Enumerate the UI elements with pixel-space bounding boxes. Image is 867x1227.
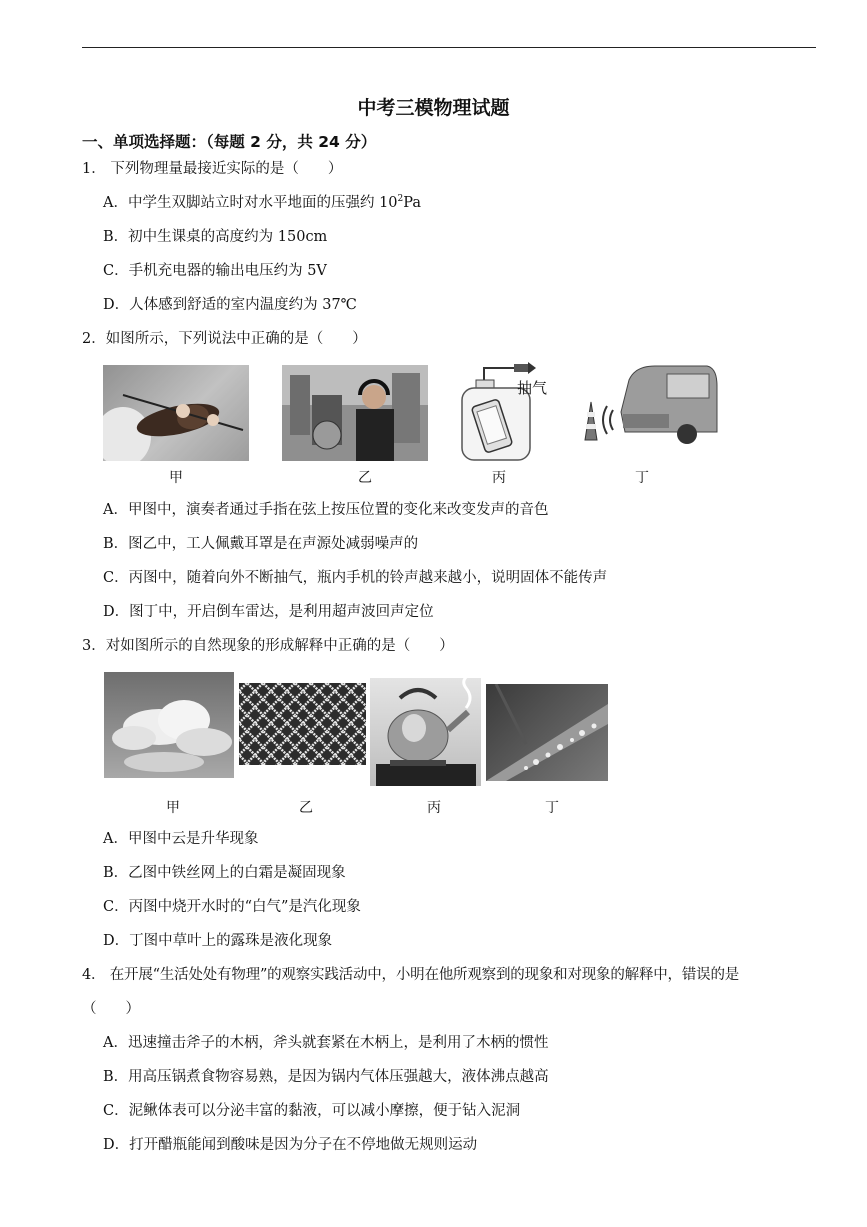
question-4-option-c: C．泥鳅体表可以分泌丰富的黏液，可以减小摩擦，便于钻入泥洞 (103, 1103, 521, 1119)
clouds-image (104, 672, 234, 778)
question-3-stem: 3．对如图所示的自然现象的形成解释中正确的是（ ） (82, 638, 454, 654)
question-1-option-c: C．手机充电器的输出电压约为 5V (103, 263, 327, 279)
vacuum-jar-phone-image (458, 362, 558, 462)
question-2-option-b: B．图乙中，工人佩戴耳罩是在声源处减弱噪声的 (103, 536, 419, 552)
car-parking-radar-image (575, 362, 720, 462)
question-2-stem: 2．如图所示，下列说法中正确的是（ ） (82, 331, 367, 347)
question-1-option-b: B．初中生课桌的高度约为 150cm (103, 229, 328, 245)
question-3-option-a: A．甲图中云是升华现象 (103, 831, 259, 847)
kettle-steam-image (370, 678, 481, 786)
question-2-option-a: A．甲图中，演奏者通过手指在弦上按压位置的变化来改变发声的音色 (103, 502, 549, 518)
figure-caption-jia: 甲 (169, 470, 183, 486)
figure-caption-bing: 丙 (492, 470, 506, 486)
question-4-stem: 4． 在开展“生活处处有物理”的观察实践活动中，小明在他所观察到的现象和对现象的解释中，错误的是 (82, 967, 740, 983)
question-1-option-d: D．人体感到舒适的室内温度约为 37℃ (103, 297, 357, 313)
section-heading: 一、单项选择题：（每题 2 分，共 24 分） (82, 133, 377, 151)
question-4-option-d: D．打开醋瓶能闻到酸味是因为分子在不停地做无规则运动 (103, 1137, 478, 1153)
dewdrops-leaf-image (486, 684, 608, 781)
worker-earmuffs-image (282, 365, 428, 461)
figure-caption-yi: 乙 (358, 470, 372, 486)
question-4-option-b: B．用高压锅煮食物容易熟，是因为锅内气体压强越大，液体沸点越高 (103, 1069, 549, 1085)
figure-caption-ding: 丁 (635, 470, 649, 486)
header-rule (82, 47, 816, 48)
figure-caption-yi: 乙 (299, 800, 313, 816)
question-3-option-c: C．丙图中烧开水时的“白气”是汽化现象 (103, 899, 361, 915)
question-2-option-c: C．丙图中，随着向外不断抽气，瓶内手机的铃声越来越小，说明固体不能传声 (103, 570, 608, 586)
frost-wire-mesh-image (239, 683, 366, 765)
question-3-option-b: B．乙图中铁丝网上的白霜是凝固现象 (103, 865, 346, 881)
question-4-option-a: A．迅速撞击斧子的木柄，斧头就套紧在木柄上，是利用了木柄的惯性 (103, 1035, 549, 1051)
figure-caption-jia: 甲 (166, 800, 180, 816)
violin-player-image (103, 365, 249, 461)
page-title: 中考三模物理试题 (357, 97, 510, 119)
question-1-stem: 1． 下列物理量最接近实际的是（ ） (82, 161, 343, 177)
figure-caption-bing: 丙 (427, 800, 441, 816)
pump-label: 抽气 (517, 379, 548, 397)
question-1-option-a: A．中学生双脚站立时对水平地面的压强约 $10^2Pa$ (103, 194, 422, 211)
question-3-option-d: D．丁图中草叶上的露珠是液化现象 (103, 933, 333, 949)
question-2-option-d: D．图丁中，开启倒车雷达，是利用超声波回声定位 (103, 604, 434, 620)
question-4-stem-continued: （ ） (82, 1001, 140, 1017)
figure-caption-ding: 丁 (545, 800, 559, 816)
